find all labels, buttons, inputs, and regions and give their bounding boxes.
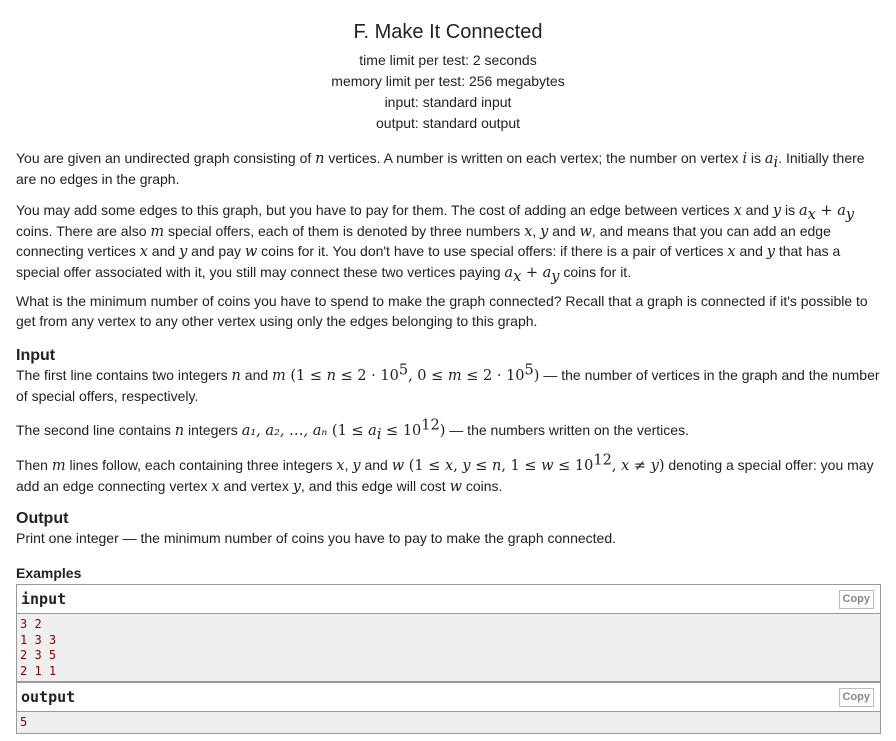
problem-title: F. Make It Connected [353, 21, 543, 43]
output-paragraph: Print one integer — the minimum number of coins you have to pay to make the graph connected. [16, 530, 616, 546]
example-input-content: 3 2 1 3 3 2 3 5 2 1 1 [17, 614, 880, 681]
copy-output-button[interactable]: Copy [839, 688, 875, 707]
example-input-header [17, 585, 880, 614]
input-paragraph-3: Then m lines follow, each containing three integers x, y and w (1 ≤ x, y ≤ n, $1 \le w \le 10^{12}$, x ≠ y) denoting a special offer: you may add an edge connecting vertex x and vertex y, and this edge will cost w coins. [16, 452, 874, 495]
input-file: input: standard input [384, 94, 512, 110]
example-output-label: output [21, 688, 76, 706]
time-limit: time limit per test: 2 seconds [359, 52, 537, 68]
legend-paragraph-3: What is the minimum number of coins you have to spend to make the graph connected? Recall that a graph is connected if it's possible to get from any vertex to any other vertex using only the edges belonging to this graph. [16, 293, 868, 329]
input-paragraph-2: The second line contains n integers a₁, a₂, …, aₙ $(1 \le a_i \le 10^{12})$ — the numbers written on the vertices. [16, 417, 689, 443]
input-section-title: Input [16, 347, 56, 364]
example-input-box [16, 584, 881, 682]
example-input-label: input [21, 590, 67, 608]
input-paragraph-1: The first line contains two integers n and m ($1 \le n \le 2 \cdot 10^5$, $0 \le m \le 2 \cdot 10^5$) — the number of vertices in the graph and the number of special offers, respectively. [16, 362, 880, 404]
copy-input-button[interactable]: Copy [839, 590, 875, 609]
problem-header [0, 0, 896, 134]
example-output-content: 5 [17, 712, 880, 733]
example-output-header [17, 683, 880, 712]
output-file: output: standard output [376, 115, 520, 131]
example-output-box [16, 682, 881, 734]
output-section-title: Output [16, 510, 69, 527]
legend-paragraph-2: You may add some edges to this graph, but you have to pay for them. The cost of adding an edge between vertices x and y is $a_x + a_y$ coins. There are also m special offers, each of them is denoted by three numbers x, y and w, and means that you can add an edge connecting vertices x and y and pay w coins for it. You don't have to use special offers: if there is a pair of vertices x and y that has a special offer associated with it, you still may connect these two vertices paying $a_x + a_y$ coins for it. [16, 202, 855, 285]
output-section [16, 509, 882, 549]
examples-title: Examples [16, 565, 82, 581]
memory-limit: memory limit per test: 256 megabytes [331, 73, 565, 89]
legend-paragraph-1: You are given an undirected graph consisting of n vertices. A number is written on each vertex; the number on vertex i is $a_i$. Initially there are no edges in the graph. [16, 150, 865, 187]
input-section [16, 346, 882, 406]
